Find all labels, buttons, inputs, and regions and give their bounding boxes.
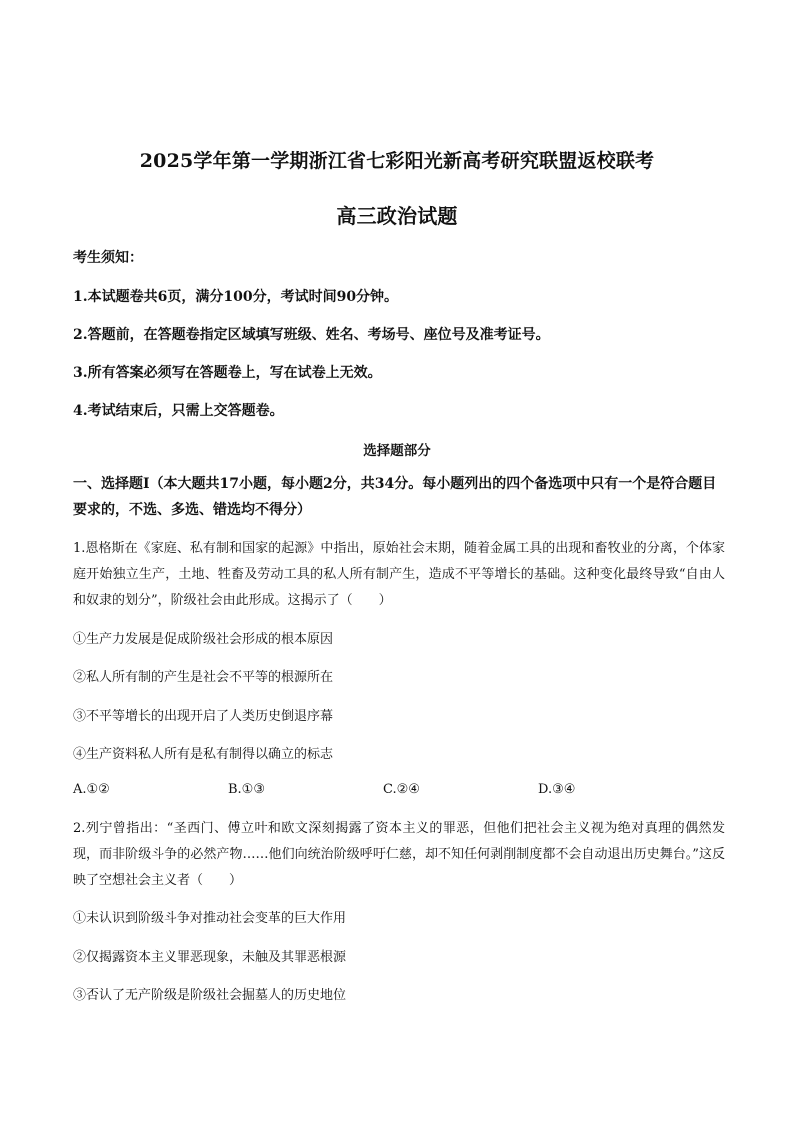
question-1-statement: ②私人所有制的产生是社会不平等的根源所在 [73,670,334,685]
question-1-choice-b: B.①③ [228,782,265,797]
question-1-statement: ④生产资料私人所有是私有制得以确立的标志 [73,747,334,762]
part-one-heading: 一、选择题Ⅰ（本大题共17小题，每小题2分，共34分。每小题列出的四个备选项中只有一个是符合题目要求的，不选、多选、错选均不得分） [73,476,717,518]
question-2-statement: ②仅揭露资本主义罪恶现象，未触及其罪恶根源 [73,950,347,965]
question-1-choice-c: C.②④ [383,782,420,797]
question-1-statement: ①生产力发展是促成阶级社会形成的根本原因 [73,632,334,647]
question-1-stem: 1.恩格斯在《家庭、私有制和国家的起源》中指出，原始社会末期，随着金属工具的出现和畜牧业的分离，个体家庭开始独立生产，土地、牲畜及劳动工具的私人所有制产生，造成不平等增长的基础。这种变化最终导致“自由人和奴隶的划分”，阶级社会由此形成。这揭示了（ ） [73,541,725,608]
exam-title: 2025学年第一学期浙江省七彩阳光新高考研究联盟返校联考 [139,150,655,172]
question-2-statement: ③否认了无产阶级是阶级社会掘墓人的历史地位 [73,988,347,1003]
notice-heading: 考生须知： [73,250,143,266]
notice-item: 1.本试题卷共6页，满分100分，考试时间90分钟。 [73,289,399,305]
question-1-choice-d: D.③④ [538,782,576,797]
question-2-stem: 2.列宁曾指出：“圣西门、傅立叶和欧文深刻揭露了资本主义的罪恶，但他们把社会主义视为绝对真理的偶然发现，而非阶级斗争的必然产物……他们向统治阶级呼吁仁慈，却不知任何剥削制度都不会自动退出历史舞台。”这反映了空想社会主义者（ ） [73,821,725,888]
notice-item: 2.答题前，在答题卷指定区域填写班级、姓名、考场号、座位号及准考证号。 [73,327,550,343]
section-title: 选择题部分 [363,443,431,459]
notice-item: 4.考试结束后，只需上交答题卷。 [73,403,284,419]
exam-subtitle: 高三政治试题 [336,204,458,228]
question-1-choice-a: A.①② [73,782,110,797]
question-1-statement: ③不平等增长的出现开启了人类历史倒退序幕 [73,709,334,724]
notice-item: 3.所有答案必须写在答题卷上，写在试卷上无效。 [73,365,382,381]
question-2-statement: ①未认识到阶级斗争对推动社会变革的巨大作用 [73,911,347,926]
